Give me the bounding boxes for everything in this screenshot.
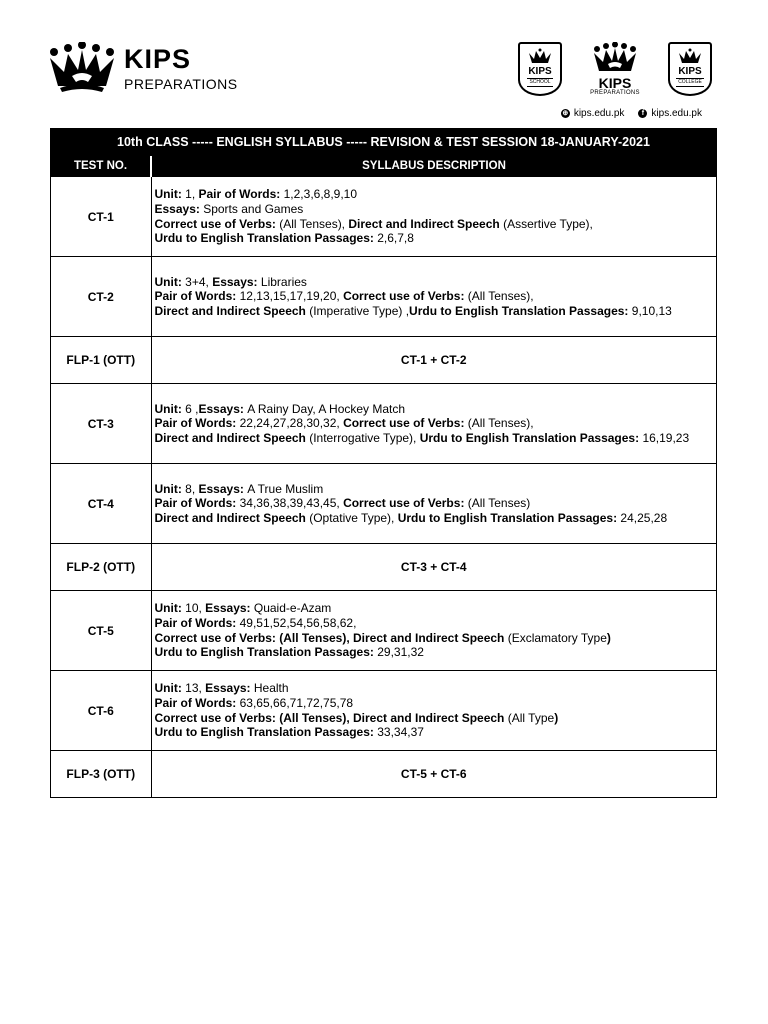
syllabus-value: 1,2,3,6,8,9,10 [283,187,358,202]
syllabus-line [155,275,717,290]
syllabus-label: Correct use of Verbs: [154,216,280,231]
facebook-icon: f [638,109,647,118]
syllabus-value: Health [253,681,289,696]
syllabus-label: Pair of Words: [154,615,240,630]
syllabus-value: 29,31,32 [377,645,424,660]
syllabus-line [155,631,717,646]
syllabus-line [155,696,717,711]
syllabus-label: Urdu to English Translation Passages: [409,303,632,318]
syllabus-description-cell [151,671,717,751]
syllabus-line [155,496,717,511]
syllabus-value: 10, [185,601,206,616]
kips-college-badge [668,42,712,96]
syllabus-value: A Rainy Day, A Hockey Match [247,401,406,416]
syllabus-value: 16,19,23 [642,430,690,445]
syllabus-value: (All Tenses), [279,216,349,231]
institution-badges [518,42,712,96]
test-number-cell: CT-4 [51,464,152,544]
crown-icon [593,42,637,76]
syllabus-label: Urdu to English Translation Passages: [397,510,621,525]
syllabus-value: (Optative Type), [309,510,398,525]
contact-links [561,108,702,119]
syllabus-label: Pair of Words: [154,416,240,431]
kips-school-badge [518,42,562,96]
syllabus-line [155,681,717,696]
crown-icon [678,48,702,66]
table-row [51,591,717,671]
combined-tests-cell: CT-1 + CT-2 [151,337,717,384]
syllabus-value: (Imperative Type) , [309,303,410,318]
website-link[interactable] [561,108,625,119]
syllabus-line [155,231,717,246]
syllabus-label: ) [554,710,559,725]
syllabus-value: (Assertive Type), [503,216,593,231]
school-badge-sub: SCHOOL [529,79,551,85]
syllabus-line [155,289,717,304]
table-row [51,257,717,337]
website-link-text: kips.edu.pk [573,108,625,119]
syllabus-table [50,156,717,798]
syllabus-value: 2,6,7,8 [377,231,414,246]
syllabus-line [155,645,717,660]
syllabus-label: Pair of Words: [154,695,240,710]
col-header-test-no: TEST NO. [51,156,152,177]
syllabus-description-cell [151,591,717,671]
test-number-cell: CT-3 [51,384,152,464]
table-header-row [51,156,717,177]
syllabus-label: Essays: [205,601,254,616]
syllabus-description-cell [151,464,717,544]
syllabus-label: Pair of Words: [154,496,240,511]
syllabus-label: Essays: [154,201,204,216]
test-number-cell: CT-5 [51,591,152,671]
syllabus-value: A True Muslim [247,481,324,496]
document-title: 10th CLASS ----- ENGLISH SYLLABUS ----- REVISION & TEST SESSION 18-JANUARY-2021 [50,128,717,156]
syllabus-label: Unit: [154,401,186,416]
test-number-cell: CT-1 [51,177,152,257]
center-badge-name: KIPS [598,75,632,91]
syllabus-label: Urdu to English Translation Passages: [419,430,643,445]
syllabus-label: Unit: [154,274,186,289]
syllabus-label: Essays: [205,681,254,696]
syllabus-label: Correct use of Verbs: (All Tenses), Direct and Indirect Speech [154,710,508,725]
syllabus-line [155,304,717,319]
syllabus-value: 12,13,15,17,19,20, [239,289,344,304]
syllabus-label: ) [606,630,611,645]
table-row [51,337,717,384]
syllabus-label: Unit: [154,681,186,696]
test-number-cell: FLP-2 (OTT) [51,544,152,591]
syllabus-label: Direct and Indirect Speech [154,510,310,525]
syllabus-label: Pair of Words: [198,187,284,202]
syllabus-label: Unit: [154,187,186,202]
test-number-cell: FLP-3 (OTT) [51,751,152,798]
college-badge-name: KIPS [678,66,702,77]
syllabus-label: Essays: [198,481,248,496]
combined-tests-cell: CT-3 + CT-4 [151,544,717,591]
syllabus-value: 1, [185,187,199,202]
syllabus-line [155,202,717,217]
table-row [51,384,717,464]
syllabus-line [155,511,717,526]
syllabus-value: 34,36,38,39,43,45, [239,496,344,511]
syllabus-value: (Exclamatory Type [507,630,607,645]
syllabus-line [155,217,717,232]
syllabus-label: Urdu to English Translation Passages: [154,645,378,660]
syllabus-line [155,601,717,616]
syllabus-label: Urdu to English Translation Passages: [154,231,378,246]
syllabus-value: 33,34,37 [377,725,424,740]
syllabus-value: 6 , [185,401,199,416]
syllabus-value: (Interrogative Type), [309,430,420,445]
table-row [51,464,717,544]
syllabus-value: Libraries [260,274,307,289]
center-badge-sub: PREPARATIONS [590,90,640,96]
syllabus-value: 49,51,52,54,56,58,62, [239,615,357,630]
syllabus-label: Direct and Indirect Speech [154,430,310,445]
syllabus-label: Correct use of Verbs: (All Tenses), Direct and Indirect Speech [154,630,508,645]
syllabus-line [155,187,717,202]
col-header-syllabus-description: SYLLABUS DESCRIPTION [151,156,717,177]
syllabus-value: 63,65,66,71,72,75,78 [239,695,354,710]
syllabus-line [155,711,717,726]
brand-subtitle: PREPARATIONS [124,75,238,92]
syllabus-value: 3+4, [185,274,213,289]
syllabus-line [155,482,717,497]
table-row [51,177,717,257]
syllabus-description-cell [151,384,717,464]
school-badge-name: KIPS [528,66,552,77]
syllabus-value: Sports and Games [203,201,304,216]
facebook-link-text: kips.edu.pk [651,108,702,119]
test-number-cell: CT-6 [51,671,152,751]
test-number-cell: CT-2 [51,257,152,337]
syllabus-label: Correct use of Verbs: [343,416,468,431]
syllabus-label: Urdu to English Translation Passages: [154,725,378,740]
crown-logo-icon [48,42,116,94]
syllabus-value: 13, [185,681,206,696]
syllabus-value: 9,10,13 [631,303,672,318]
syllabus-table-body [51,177,717,798]
syllabus-label: Pair of Words: [154,289,240,304]
kips-preparations-logo [48,42,238,94]
syllabus-label: Correct use of Verbs: [343,496,468,511]
syllabus-value: 8, [185,481,199,496]
syllabus-value: (All Tenses), [467,289,534,304]
test-number-cell: FLP-1 (OTT) [51,337,152,384]
globe-icon: ⊕ [562,110,569,117]
brand-name: KIPS [124,43,192,74]
syllabus-label: Unit: [154,601,186,616]
syllabus-line [155,416,717,431]
syllabus-label: Direct and Indirect Speech [348,216,504,231]
crown-icon [528,48,552,66]
combined-tests-cell: CT-5 + CT-6 [151,751,717,798]
syllabus-label: Correct use of Verbs: [343,289,468,304]
facebook-link[interactable] [638,108,702,119]
syllabus-line [155,431,717,446]
syllabus-value: (All Type [507,710,555,725]
syllabus-label: Essays: [198,401,248,416]
syllabus-value: (All Tenses) [467,496,531,511]
kips-preparations-badge [586,42,644,96]
syllabus-label: Unit: [154,481,186,496]
syllabus-description-cell [151,177,717,257]
table-row [51,671,717,751]
syllabus-label: Essays: [212,274,261,289]
table-row [51,544,717,591]
syllabus-line [155,725,717,740]
table-row [51,751,717,798]
syllabus-value: (All Tenses), [467,416,534,431]
syllabus-description-cell [151,257,717,337]
syllabus-value: 24,25,28 [620,510,668,525]
syllabus-value: 22,24,27,28,30,32, [239,416,344,431]
syllabus-label: Direct and Indirect Speech [154,303,310,318]
syllabus-value: Quaid-e-Azam [253,601,332,616]
syllabus-line [155,616,717,631]
college-badge-sub: COLLEGE [678,79,702,85]
syllabus-line [155,402,717,417]
